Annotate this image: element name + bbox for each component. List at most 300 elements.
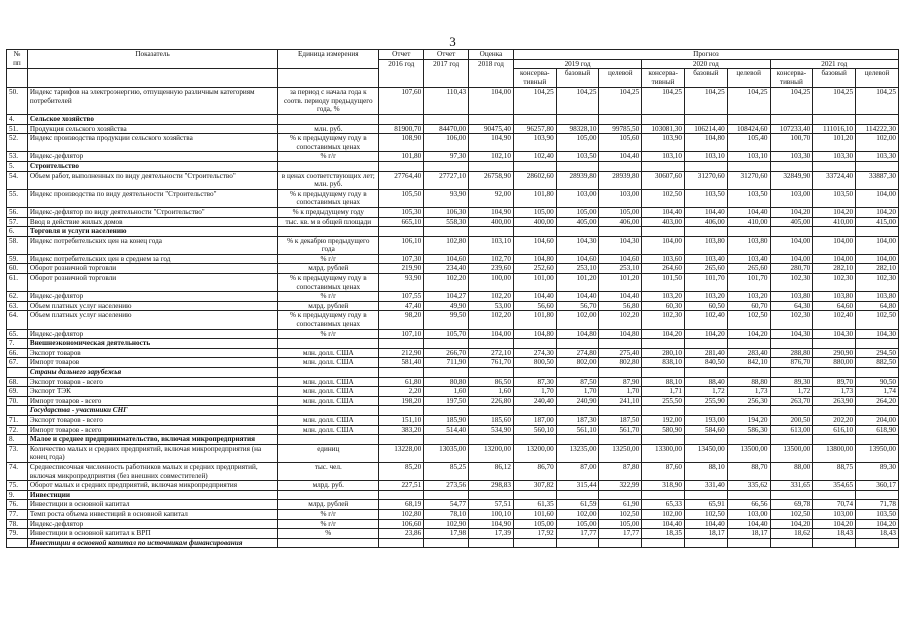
section-number: 8. (7, 435, 28, 445)
value-cell: 17,39 (469, 529, 514, 539)
value-cell: 197,50 (424, 396, 469, 406)
value-cell: 87,90 (599, 377, 642, 387)
value-cell: 272,10 (469, 348, 514, 358)
value-cell: 104,00 (770, 236, 813, 254)
value-cell: 104,80 (556, 329, 599, 339)
value-cell: 31270,60 (727, 171, 770, 189)
value-cell: 102,50 (599, 509, 642, 519)
unit-cell: млн. долл. США (278, 415, 379, 425)
unit-cell: % (278, 529, 379, 539)
value-cell: 84470,00 (424, 124, 469, 134)
empty-cell (770, 161, 813, 171)
value-cell: 1,73 (727, 387, 770, 397)
value-cell: 86,50 (469, 377, 514, 387)
value-cell: 383,20 (379, 425, 424, 435)
empty-cell (684, 435, 727, 445)
empty-cell (599, 368, 642, 378)
section-row (7, 114, 899, 124)
empty-cell (856, 490, 899, 500)
value-cell: 104,25 (684, 88, 727, 115)
indicator-name: Индекс-дефлятор (27, 152, 277, 162)
unit-cell: млрд. рублей (278, 264, 379, 274)
value-cell: 1,73 (813, 387, 856, 397)
value-cell: 107233,40 (770, 124, 813, 134)
value-cell: 13500,00 (770, 444, 813, 462)
value-cell: 13500,00 (727, 444, 770, 462)
indicator-name: Объем платных услуг населению (27, 301, 277, 311)
value-cell: 192,00 (642, 415, 685, 425)
value-cell: 534,90 (469, 425, 514, 435)
empty-cell (556, 538, 599, 548)
empty-cell (556, 406, 599, 416)
value-cell: 85,25 (424, 462, 469, 480)
value-cell: 101,20 (599, 274, 642, 292)
indicator-name: Среднесписочная численность работников малых и средних предприятий, включая микропредприятия (без внешних совместителей) (27, 462, 277, 480)
value-cell: 104,00 (642, 236, 685, 254)
variant-base: базовый (556, 69, 599, 88)
value-cell: 103,20 (727, 292, 770, 302)
value-cell: 88,40 (684, 377, 727, 387)
value-cell: 102,40 (813, 311, 856, 329)
value-cell: 1,74 (856, 387, 899, 397)
value-cell: 105,40 (727, 134, 770, 152)
value-cell: 87,30 (513, 377, 556, 387)
empty-cell (599, 435, 642, 445)
value-cell: 265,60 (684, 264, 727, 274)
value-cell: 274,30 (513, 348, 556, 358)
row-number: 60. (7, 264, 28, 274)
row-number: 53. (7, 152, 28, 162)
table-row (7, 274, 899, 292)
value-cell: 288,80 (770, 348, 813, 358)
value-cell: 253,10 (599, 264, 642, 274)
value-cell: 561,10 (556, 425, 599, 435)
table-row (7, 509, 899, 519)
empty-cell (856, 114, 899, 124)
row-number: 65. (7, 329, 28, 339)
value-cell: 28939,80 (556, 171, 599, 189)
empty-cell (727, 368, 770, 378)
value-cell: 581,40 (379, 358, 424, 368)
value-cell: 57,51 (469, 500, 514, 510)
value-cell: 92,00 (469, 189, 514, 207)
table-row (7, 301, 899, 311)
empty-cell (856, 538, 899, 548)
value-cell: 298,83 (469, 481, 514, 491)
value-cell: 107,55 (379, 292, 424, 302)
unit-cell: млн. долл. США (278, 387, 379, 397)
value-cell: 104,60 (513, 236, 556, 254)
empty-cell (813, 406, 856, 416)
value-cell: 104,20 (770, 207, 813, 217)
value-cell: 263,70 (770, 396, 813, 406)
col-report-2016-label: Отчет (379, 50, 424, 60)
variant-conservative: консерва-тивный (770, 69, 813, 88)
empty-cell (856, 368, 899, 378)
value-cell: 315,44 (556, 481, 599, 491)
empty-cell (513, 339, 556, 349)
empty-cell (813, 161, 856, 171)
value-cell: 101,20 (813, 134, 856, 152)
table-body (7, 88, 899, 548)
empty-cell (642, 368, 685, 378)
row-number: 62. (7, 292, 28, 302)
value-cell: 253,10 (556, 264, 599, 274)
value-cell: 64,30 (770, 301, 813, 311)
empty-cell (424, 538, 469, 548)
value-cell: 842,10 (727, 358, 770, 368)
unit-cell: % г/г (278, 519, 379, 529)
value-cell: 275,40 (599, 348, 642, 358)
value-cell: 1,70 (556, 387, 599, 397)
year-2019-header: 2019 год (513, 59, 641, 69)
value-cell: 103,80 (856, 292, 899, 302)
value-cell: 280,10 (642, 348, 685, 358)
col-2018-header: 2018 год (469, 59, 514, 88)
pad-unit (278, 69, 379, 88)
empty-cell (599, 406, 642, 416)
indicator-name: Индекс-дефлятор по виду деятельности "Строительство" (27, 207, 277, 217)
empty-cell (469, 339, 514, 349)
value-cell: 106214,40 (684, 124, 727, 134)
value-cell: 252,60 (513, 264, 556, 274)
empty-cell (770, 114, 813, 124)
unit-cell: единиц (278, 444, 379, 462)
value-cell: 30607,60 (642, 171, 685, 189)
table-row (7, 217, 899, 227)
empty-cell (469, 368, 514, 378)
value-cell: 406,00 (599, 217, 642, 227)
value-cell: 104,40 (642, 519, 685, 529)
value-cell: 104,00 (469, 88, 514, 115)
empty-cell (770, 490, 813, 500)
table-row (7, 500, 899, 510)
empty-cell (424, 227, 469, 237)
empty-cell (469, 114, 514, 124)
empty-cell (424, 406, 469, 416)
value-cell: 104,60 (599, 254, 642, 264)
value-cell: 104,00 (856, 254, 899, 264)
value-cell: 18,62 (770, 529, 813, 539)
empty-cell (556, 490, 599, 500)
row-number: 52. (7, 134, 28, 152)
empty-cell (599, 227, 642, 237)
unit-cell: тыс. чел. (278, 462, 379, 480)
value-cell: 87,00 (556, 462, 599, 480)
value-cell: 101,80 (513, 311, 556, 329)
col-no-header: № пп (7, 50, 28, 69)
value-cell: 61,59 (556, 500, 599, 510)
unit-cell: % к предыдущему году в сопоставимых ценах (278, 311, 379, 329)
value-cell: 584,60 (684, 425, 727, 435)
value-cell: 613,00 (770, 425, 813, 435)
empty-cell (556, 339, 599, 349)
variant-conservative: консерва-тивный (642, 69, 685, 88)
value-cell: 103,00 (770, 189, 813, 207)
value-cell: 105,30 (379, 207, 424, 217)
value-cell: 280,70 (770, 264, 813, 274)
empty-cell (556, 368, 599, 378)
value-cell: 60,30 (642, 301, 685, 311)
table-row (7, 189, 899, 207)
value-cell: 103,90 (642, 134, 685, 152)
value-cell: 318,90 (642, 481, 685, 491)
value-cell: 307,82 (513, 481, 556, 491)
empty-cell (684, 161, 727, 171)
value-cell: 202,20 (813, 415, 856, 425)
value-cell: 838,10 (642, 358, 685, 368)
empty-cell (727, 538, 770, 548)
value-cell: 283,40 (727, 348, 770, 358)
row-number: 57. (7, 217, 28, 227)
value-cell: 89,30 (856, 462, 899, 480)
variant-base: базовый (813, 69, 856, 88)
value-cell: 104,25 (727, 88, 770, 115)
value-cell: 219,90 (379, 264, 424, 274)
value-cell: 800,50 (513, 358, 556, 368)
value-cell: 105,00 (599, 519, 642, 529)
value-cell: 104,60 (556, 254, 599, 264)
value-cell: 23,86 (379, 529, 424, 539)
value-cell: 187,30 (556, 415, 599, 425)
table-row (7, 236, 899, 254)
section-number (7, 406, 28, 416)
value-cell: 102,30 (856, 274, 899, 292)
col-2017-header: 2017 год (424, 59, 469, 88)
value-cell: 13800,00 (813, 444, 856, 462)
value-cell: 102,80 (424, 236, 469, 254)
value-cell: 104,20 (727, 329, 770, 339)
empty-cell (278, 406, 379, 416)
value-cell: 103,50 (727, 189, 770, 207)
value-cell: 405,00 (556, 217, 599, 227)
value-cell: 13250,00 (599, 444, 642, 462)
col-2016-header: 2016 год (379, 59, 424, 88)
empty-cell (469, 435, 514, 445)
value-cell: 1,60 (469, 387, 514, 397)
value-cell: 60,70 (727, 301, 770, 311)
table-row (7, 171, 899, 189)
row-number: 75. (7, 481, 28, 491)
value-cell: 415,00 (856, 217, 899, 227)
empty-cell (278, 490, 379, 500)
value-cell: 18,35 (642, 529, 685, 539)
value-cell: 107,60 (379, 88, 424, 115)
value-cell: 110,43 (424, 88, 469, 115)
section-number: 5. (7, 161, 28, 171)
value-cell: 802,00 (556, 358, 599, 368)
value-cell: 104,20 (856, 519, 899, 529)
value-cell: 400,00 (469, 217, 514, 227)
value-cell: 103,40 (727, 254, 770, 264)
value-cell: 18,17 (727, 529, 770, 539)
value-cell: 104,25 (642, 88, 685, 115)
value-cell: 13950,00 (856, 444, 899, 462)
value-cell: 99785,50 (599, 124, 642, 134)
value-cell: 56,60 (513, 301, 556, 311)
row-number: 67. (7, 358, 28, 368)
value-cell: 102,20 (469, 292, 514, 302)
empty-cell (513, 161, 556, 171)
empty-cell (684, 227, 727, 237)
value-cell: 103081,30 (642, 124, 685, 134)
value-cell: 80,80 (424, 377, 469, 387)
value-cell: 104,80 (599, 329, 642, 339)
table-row (7, 152, 899, 162)
indicator-name: Объем работ, выполненных по виду деятельности "Строительство" (27, 171, 277, 189)
year-2021-header: 2021 год (770, 59, 899, 69)
value-cell: 89,70 (813, 377, 856, 387)
table-row (7, 519, 899, 529)
value-cell: 239,60 (469, 264, 514, 274)
value-cell: 360,17 (856, 481, 899, 491)
value-cell: 104,25 (770, 88, 813, 115)
indicator-name: Импорт товаров - всего (27, 425, 277, 435)
value-cell: 102,00 (642, 509, 685, 519)
table-row (7, 529, 899, 539)
value-cell: 88,00 (770, 462, 813, 480)
value-cell: 17,77 (599, 529, 642, 539)
value-cell: 101,70 (684, 274, 727, 292)
value-cell: 2,20 (379, 387, 424, 397)
empty-cell (727, 227, 770, 237)
value-cell: 107,10 (379, 329, 424, 339)
value-cell: 802,80 (599, 358, 642, 368)
section-row (7, 339, 899, 349)
empty-cell (379, 227, 424, 237)
value-cell: 331,65 (770, 481, 813, 491)
value-cell: 103,00 (727, 509, 770, 519)
section-title: Страны дальнего зарубежья (27, 368, 277, 378)
empty-cell (278, 114, 379, 124)
row-number: 66. (7, 348, 28, 358)
empty-cell (727, 114, 770, 124)
indicator-name: Оборот малых и средних предприятий, включая микропредприятия (27, 481, 277, 491)
value-cell: 69,78 (770, 500, 813, 510)
empty-cell (856, 339, 899, 349)
value-cell: 104,20 (813, 207, 856, 217)
empty-cell (727, 490, 770, 500)
value-cell: 33724,40 (813, 171, 856, 189)
value-cell: 241,10 (599, 396, 642, 406)
empty-cell (856, 161, 899, 171)
value-cell: 103,80 (684, 236, 727, 254)
value-cell: 70,74 (813, 500, 856, 510)
section-number (7, 538, 28, 548)
empty-cell (727, 161, 770, 171)
row-number: 72. (7, 425, 28, 435)
col-report-2017-label: Отчет (424, 50, 469, 60)
value-cell: 102,40 (513, 152, 556, 162)
row-number: 71. (7, 415, 28, 425)
value-cell: 234,40 (424, 264, 469, 274)
value-cell: 274,80 (556, 348, 599, 358)
empty-cell (642, 435, 685, 445)
unit-cell: % г/г (278, 509, 379, 519)
value-cell: 618,90 (856, 425, 899, 435)
empty-cell (642, 490, 685, 500)
value-cell: 273,56 (424, 481, 469, 491)
indicator-name: Индекс потребительских цен на конец года (27, 236, 277, 254)
value-cell: 102,50 (684, 509, 727, 519)
empty-cell (599, 339, 642, 349)
value-cell: 87,50 (556, 377, 599, 387)
table-header (7, 50, 899, 88)
value-cell: 97,30 (424, 152, 469, 162)
variant-base: базовый (684, 69, 727, 88)
value-cell: 101,50 (642, 274, 685, 292)
value-cell: 104,60 (424, 254, 469, 264)
value-cell: 105,00 (556, 207, 599, 217)
table-row (7, 415, 899, 425)
value-cell: 240,90 (556, 396, 599, 406)
empty-cell (379, 538, 424, 548)
empty-cell (513, 538, 556, 548)
empty-cell (513, 227, 556, 237)
value-cell: 87,80 (599, 462, 642, 480)
empty-cell (684, 406, 727, 416)
table-row (7, 88, 899, 115)
unit-cell: % к предыдущему году (278, 207, 379, 217)
value-cell: 105,60 (599, 134, 642, 152)
value-cell: 53,00 (469, 301, 514, 311)
row-number: 50. (7, 88, 28, 115)
value-cell: 13300,00 (642, 444, 685, 462)
table-row (7, 264, 899, 274)
value-cell: 560,10 (513, 425, 556, 435)
value-cell: 98328,10 (556, 124, 599, 134)
row-number: 74. (7, 462, 28, 480)
empty-cell (278, 435, 379, 445)
value-cell: 102,10 (469, 152, 514, 162)
value-cell: 27727,10 (424, 171, 469, 189)
table-row (7, 311, 899, 329)
unit-cell: млн. руб. (278, 124, 379, 134)
empty-cell (424, 161, 469, 171)
value-cell: 104,30 (856, 329, 899, 339)
table-row (7, 396, 899, 406)
value-cell: 102,40 (684, 311, 727, 329)
value-cell: 281,40 (684, 348, 727, 358)
section-title: Малое и среднее предпринимательство, включая микропредприятия (27, 435, 277, 445)
value-cell: 104,30 (556, 236, 599, 254)
value-cell: 105,00 (513, 519, 556, 529)
indicator-name: Индекс производства по виду деятельности "Строительство" (27, 189, 277, 207)
value-cell: 561,70 (599, 425, 642, 435)
value-cell: 104,40 (727, 207, 770, 217)
value-cell: 105,00 (556, 519, 599, 529)
unit-cell: % г/г (278, 292, 379, 302)
value-cell: 265,60 (727, 264, 770, 274)
value-cell: 18,43 (856, 529, 899, 539)
value-cell: 103,20 (684, 292, 727, 302)
empty-cell (469, 161, 514, 171)
empty-cell (379, 406, 424, 416)
value-cell: 102,20 (469, 311, 514, 329)
row-number: 56. (7, 207, 28, 217)
unit-cell: млрд. руб. (278, 481, 379, 491)
col-indicator-header: Показатель (27, 50, 277, 69)
value-cell: 761,70 (469, 358, 514, 368)
empty-cell (424, 339, 469, 349)
value-cell: 71,78 (856, 500, 899, 510)
empty-cell (856, 406, 899, 416)
value-cell: 410,00 (727, 217, 770, 227)
value-cell: 104,90 (469, 134, 514, 152)
value-cell: 13235,00 (556, 444, 599, 462)
value-cell: 711,90 (424, 358, 469, 368)
empty-cell (727, 339, 770, 349)
